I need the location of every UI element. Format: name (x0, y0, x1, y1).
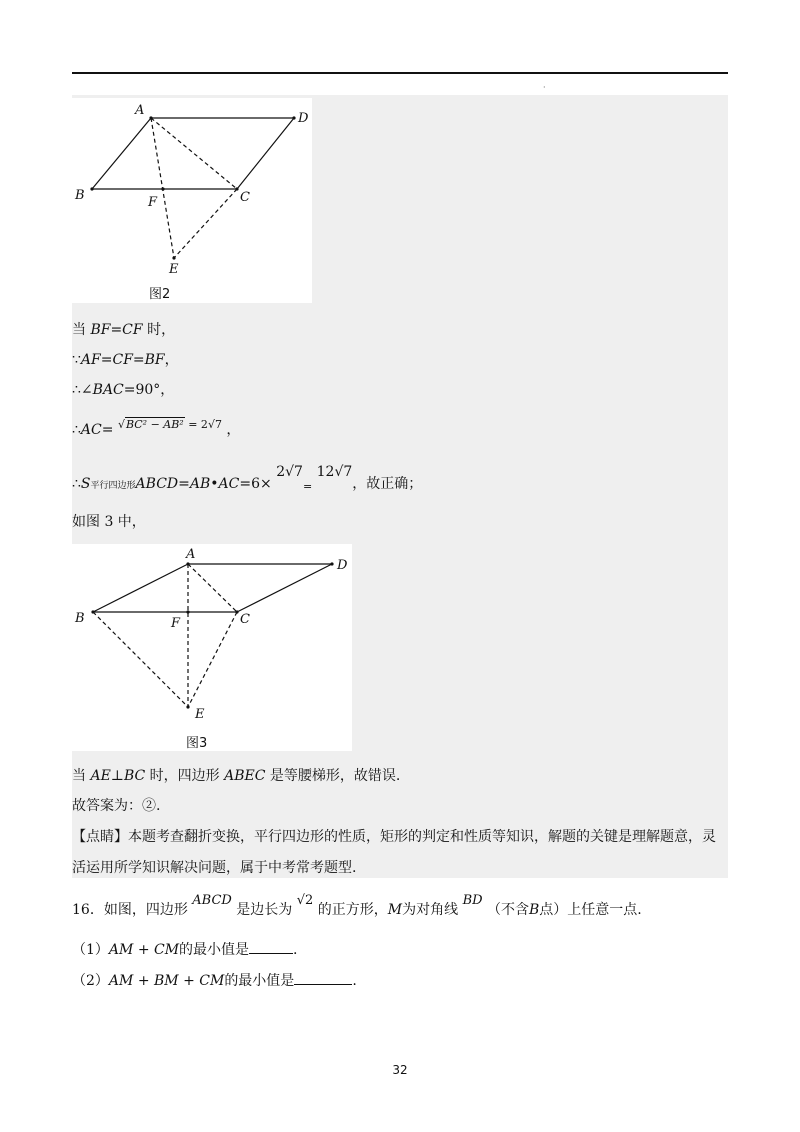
page-number: 32 (392, 1063, 408, 1077)
figure-2-diagram (72, 98, 312, 303)
answer-blank-2[interactable] (294, 984, 352, 985)
solution-line-1: 当 BF=CF 时， (72, 322, 176, 338)
conclusion-line-1: 当 AE⊥BC 时，四边形 ABEC 是等腰梯形，故错误. (72, 768, 401, 784)
label-b: B (75, 611, 85, 626)
figure-3-diagram (72, 544, 352, 751)
point-d (330, 562, 333, 565)
label-c: C (240, 190, 250, 205)
label-f: F (148, 195, 158, 210)
figure-2-caption: 图2 (149, 287, 171, 302)
point-b (91, 610, 94, 613)
question-16: 16．如图，四边形 ABCD 是边长为 √2 的正方形，M为对角线 BD （不含B点）上任意一点. (72, 893, 642, 918)
point-b (90, 187, 93, 190)
answer-blank-1[interactable] (249, 953, 293, 954)
edge-cd (237, 118, 294, 189)
edge-ab (93, 564, 188, 612)
solution-line-2: ∵AF=CF=BF， (72, 352, 179, 368)
header-rule (72, 72, 728, 74)
label-d: D (337, 558, 348, 573)
point-f (161, 187, 164, 190)
label-e: E (195, 707, 205, 722)
edge-cd (237, 564, 332, 612)
label-f: F (171, 616, 181, 631)
edge-ac (151, 118, 237, 189)
key-point-line-1: 【点睛】本题考查翻折变换，平行四边形的性质，矩形的判定和性质等知识，解题的关键是理解题意，灵 (72, 829, 716, 845)
label-c: C (240, 612, 250, 627)
question-16-part-2: （2）AM + BM + CM的最小值是 . (72, 973, 357, 989)
point-c (235, 610, 238, 613)
point-a (149, 116, 152, 119)
conclusion-line-2: 故答案为：②. (72, 798, 161, 814)
label-d: D (298, 111, 309, 126)
edge-ce (174, 189, 237, 258)
point-e (172, 256, 175, 259)
key-point-line-2: 活运用所学知识解决问题，属于中考常考题型. (72, 860, 357, 876)
label-e: E (169, 262, 179, 277)
label-a: A (135, 103, 145, 118)
header-mark: · (543, 83, 546, 92)
point-a (186, 562, 189, 565)
solution-line-5: ∴S平行四边形ABCD=AB•AC=6× 2√7= 12√7，故正确； (72, 464, 423, 493)
edge-ab (92, 118, 151, 189)
point-c (235, 187, 238, 190)
figure-3-caption: 图3 (186, 736, 208, 751)
solution-line-4: ∴AC= $^{√BC^2 - AB^2 = 2√7}$ ， (72, 418, 241, 438)
point-f (186, 610, 189, 613)
label-b: B (75, 188, 85, 203)
question-16-part-1: （1）AM + CM的最小值是 . (72, 942, 298, 958)
solution-line-6: 如图 3 中， (72, 514, 146, 530)
point-e (186, 705, 189, 708)
figure-3 (72, 544, 352, 751)
figure-2 (72, 98, 312, 303)
label-a: A (186, 547, 196, 562)
edge-ac (188, 564, 237, 612)
solution-line-3: ∴∠BAC=90°， (72, 382, 175, 398)
point-d (292, 116, 295, 119)
edge-ce (188, 612, 237, 707)
